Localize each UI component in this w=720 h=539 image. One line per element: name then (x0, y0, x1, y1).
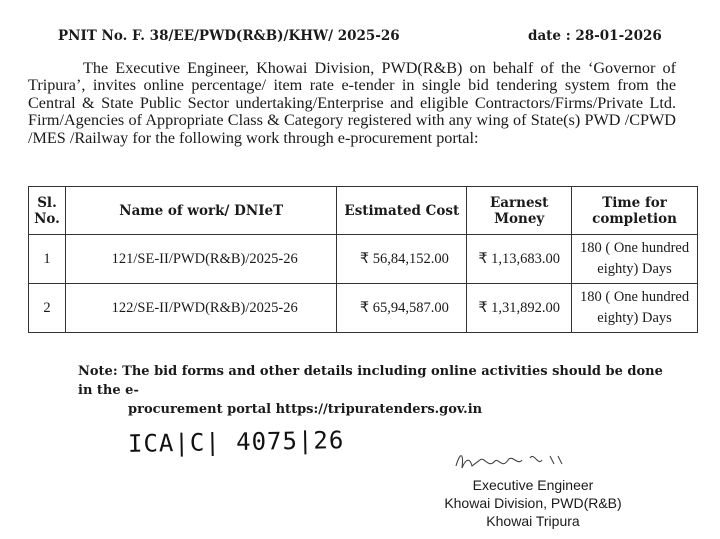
col-header-earnest (467, 187, 572, 235)
signature-scribble (450, 446, 580, 474)
col-header-time (572, 187, 698, 235)
table-row (29, 284, 698, 333)
cell-earnest: ₹ 1,31,892.00 (467, 284, 572, 333)
table-row (29, 235, 698, 284)
time-label-2: completion (592, 210, 677, 227)
time-line-1: 180 ( One hundred (579, 289, 690, 305)
signatory-designation: Executive Engineer (472, 477, 594, 493)
earnest-label-2: Money (494, 210, 545, 227)
time-line-2: eighty) Days (597, 310, 672, 326)
note (78, 362, 678, 419)
time-label-1: Time for (602, 194, 667, 211)
intro-paragraph: The Executive Engineer, Khowai Division, PWD(R&B) on behalf of the ‘Governor of Tripura’, invites online percentage/ item rate e-tender in single bid tendering system from the Central & State Public Sector undertaking/Enterprise and eligible Contractors/Firms/Private Ltd. Firm/Agencies of Appropriate Class & Category registered with any wing of State(s) PWD /CPWD /MES /Railway for the following work through e-procurement portal: (28, 59, 676, 147)
cell-sl: 1 (29, 235, 66, 284)
notice-date: date : 28-01-2026 (528, 28, 662, 44)
col-header-name: Name of work/ DNIeT (65, 187, 336, 235)
signatory-location: Khowai Tripura (486, 513, 580, 529)
cell-earnest: ₹ 1,13,683.00 (467, 235, 572, 284)
signature-block (418, 476, 648, 530)
cell-time (572, 284, 698, 333)
col-header-cost: Estimated Cost (337, 187, 467, 235)
cell-cost: ₹ 65,94,587.00 (337, 284, 467, 333)
note-line-2: procurement portal https://tripuratenders.gov.in (128, 402, 483, 417)
col-header-sl (29, 187, 66, 235)
cell-cost: ₹ 56,84,152.00 (337, 235, 467, 284)
time-line-2: eighty) Days (597, 261, 672, 277)
cell-sl: 2 (29, 284, 66, 333)
tender-table (28, 186, 698, 333)
cell-time (572, 235, 698, 284)
earnest-label-1: Earnest (489, 194, 549, 211)
cell-name: 122/SE-II/PWD(R&B)/2025-26 (65, 284, 336, 333)
time-line-1: 180 ( One hundred (579, 240, 690, 256)
pnit-number: PNIT No. F. 38/EE/PWD(R&B)/KHW/ 2025-26 (58, 28, 400, 44)
table-header-row (29, 187, 698, 235)
note-line-1: Note: The bid forms and other details including online activities should be done in the e- (78, 364, 663, 398)
sl-label-2: No. (34, 210, 60, 227)
signatory-division: Khowai Division, PWD(R&B) (444, 495, 622, 511)
sl-label-1: Sl. (37, 194, 57, 211)
handwritten-memo-number: ICA|C| 4075|26 (127, 426, 345, 458)
cell-name: 121/SE-II/PWD(R&B)/2025-26 (65, 235, 336, 284)
